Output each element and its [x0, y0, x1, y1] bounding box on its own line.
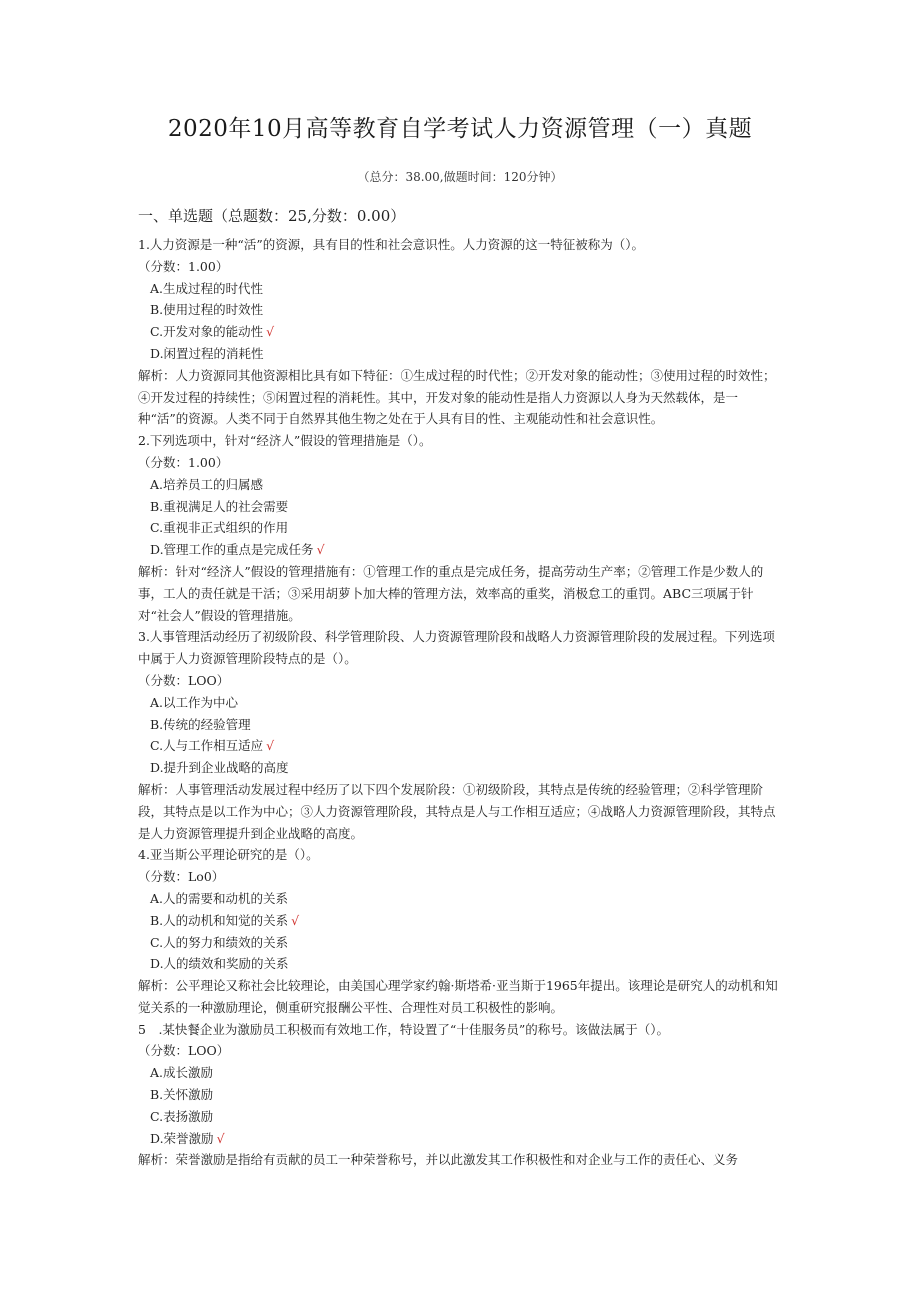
- question-score: （分数：LOO）: [138, 1043, 230, 1059]
- option-text: C.表扬激励: [150, 1108, 214, 1124]
- answer-option: [150, 496, 784, 518]
- question-stem: 5 .某快餐企业为激励员工积极而有效地工作，特设置了“十佳服务员”的称号。该做法属于（）。: [138, 1021, 669, 1037]
- answer-option: [150, 735, 784, 757]
- question-analysis: 解析：人力资源同其他资源相比具有如下特征：①生成过程的时代性；②开发对象的能动性；③使用过程的时效性；④开发过程的持续性；⑤闲置过程的消耗性。其中，开发对象的能动性是指人力资源以人身为天然载体，是一种“活”的资源。人类不同于自然界其他生物之处在于人具有目的性、主观能动性和社会意识性。: [138, 367, 776, 427]
- option-text: A.培养员工的归属感: [150, 476, 264, 492]
- option-text: C.重视非正式组织的作用: [150, 520, 289, 536]
- question-block: [138, 626, 784, 844]
- option-text: B.传统的经验管理: [150, 716, 251, 732]
- option-text: D.提升到企业战略的高度: [150, 760, 289, 776]
- answer-option: [150, 932, 784, 954]
- answer-option: [150, 474, 784, 496]
- question-stem: 1.人力资源是一种“活”的资源，具有目的性和社会意识性。人力资源的这一特征被称为（）。: [138, 237, 644, 252]
- document-title: 2020年10月高等教育自学考试人力资源管理（一）真题: [167, 116, 753, 142]
- option-text: A.生成过程的时代性: [150, 280, 264, 296]
- answer-option: [150, 1084, 784, 1106]
- answer-option: [150, 278, 784, 300]
- option-text: C.人与工作相互适应: [150, 738, 264, 754]
- option-text: D.闲置过程的消耗性: [150, 345, 264, 361]
- answer-option: [150, 888, 784, 910]
- question-score: （分数：1.00）: [138, 258, 229, 274]
- question-analysis: 解析：荣誉激励是指给有贡献的员工一种荣誉称号，并以此激发其工作积极性和对企业与工作的责任心、义务: [138, 1152, 739, 1168]
- correct-check-icon: √: [266, 738, 275, 754]
- answer-option: [150, 692, 784, 714]
- answer-option: [150, 714, 784, 736]
- answer-option: [150, 539, 784, 561]
- question-analysis: 解析：公平理论又称社会比较理论，由美国心理学家约翰·斯塔希·亚当斯于1965年提出。该理论是研究人的动机和知觉关系的一种激励理论，侧重研究报酬公平性、合理性对员工积极性的影响。: [138, 978, 778, 1015]
- option-text: B.使用过程的时效性: [150, 302, 264, 318]
- questions-list: [138, 234, 784, 1171]
- option-text: A.人的需要和动机的关系: [150, 890, 289, 906]
- option-text: C.开发对象的能动性: [150, 324, 264, 340]
- answer-option: [150, 299, 784, 321]
- answer-option: [150, 517, 784, 539]
- option-text: B.关怀激励: [150, 1087, 214, 1103]
- option-text: A.成长激励: [150, 1065, 214, 1081]
- correct-check-icon: √: [291, 912, 300, 928]
- option-text: A.以工作为中心: [150, 694, 239, 710]
- option-text: D.荣誉激励: [150, 1130, 214, 1146]
- answer-option: [150, 1062, 784, 1084]
- correct-check-icon: √: [266, 324, 275, 340]
- question-stem: 2.下列选项中，针对“经济人”假设的管理措施是（）。: [138, 433, 432, 449]
- option-text: B.人的动机和知觉的关系: [150, 912, 289, 928]
- question-stem: 3.人事管理活动经历了初级阶段、科学管理阶段、人力资源管理阶段和战略人力资源管理阶段的发展过程。下列选项中属于人力资源管理阶段特点的是（）。: [138, 629, 775, 667]
- question-block: [138, 430, 784, 626]
- correct-check-icon: √: [216, 1130, 225, 1146]
- exam-meta: （总分：38.00,做题时间：120分钟）: [357, 170, 563, 184]
- question-block: [138, 234, 784, 430]
- question-analysis: 解析：人事管理活动发展过程中经历了以下四个发展阶段：①初级阶段，其特点是传统的经验管理；②科学管理阶段，其特点是以工作为中心；③人力资源管理阶段，其特点是人与工作相互适应；④战略人力资源管理阶段，其特点是人力资源管理提升到企业战略的高度。: [138, 781, 776, 841]
- option-text: D.人的绩效和奖励的关系: [150, 956, 289, 972]
- question-analysis: 解析：针对“经济人”假设的管理措施有：①管理工作的重点是完成任务，提高劳动生产率；②管理工作是少数人的事，工人的责任就是干活；③采用胡萝卜加大棒的管理方法，效率高的重奖，消极怠工的重罚。ABC三项属于针对“社会人”假设的管理措施。: [138, 563, 764, 623]
- question-block: [138, 844, 784, 1018]
- option-text: B.重视满足人的社会需要: [150, 498, 289, 514]
- answer-option: [150, 757, 784, 779]
- answer-option: [150, 343, 784, 365]
- answer-option: [150, 910, 784, 932]
- question-stem: 4.亚当斯公平理论研究的是（）。: [138, 847, 319, 863]
- question-score: （分数：LOO）: [138, 672, 230, 688]
- option-text: D.管理工作的重点是完成任务: [150, 542, 314, 558]
- section-heading: 一、单选题（总题数：25,分数：0.00）: [138, 207, 406, 225]
- correct-check-icon: √: [316, 542, 325, 558]
- answer-option: [150, 1106, 784, 1128]
- answer-option: [150, 1128, 784, 1150]
- answer-option: [150, 953, 784, 975]
- question-score: （分数：1.00）: [138, 454, 229, 470]
- option-text: C.人的努力和绩效的关系: [150, 934, 289, 950]
- question-score: （分数：Lo0）: [138, 869, 225, 885]
- answer-option: [150, 321, 784, 343]
- question-block: [138, 1019, 784, 1172]
